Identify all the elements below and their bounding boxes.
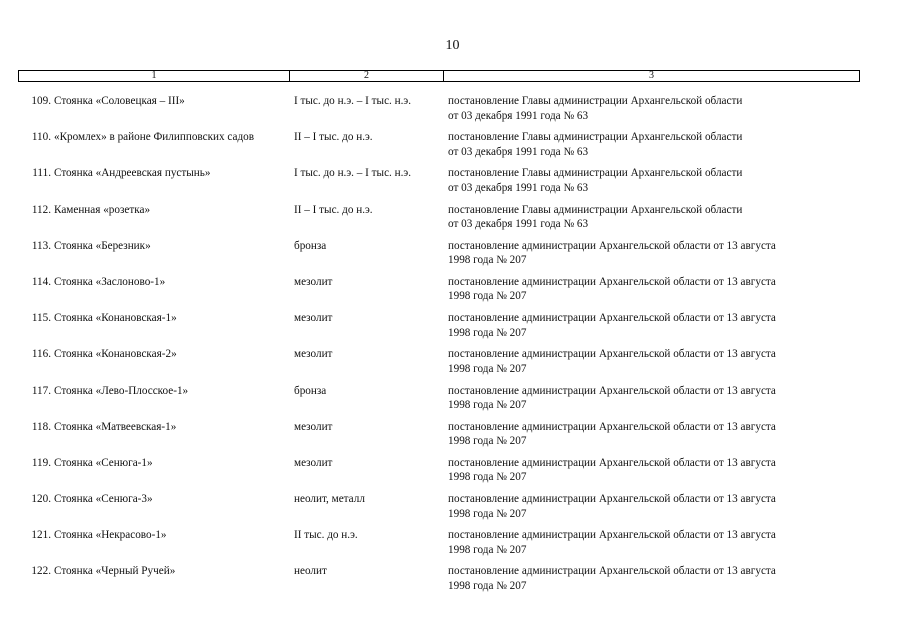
monument-name: Каменная «розетка»: [54, 203, 151, 216]
row-number: 109.: [31, 95, 51, 107]
legal-document: [448, 384, 860, 420]
monument-cell: [18, 492, 294, 528]
row-number: 119.: [31, 456, 51, 469]
row-number: 115.: [31, 312, 51, 325]
period: бронза: [294, 239, 327, 252]
row-number: 114.: [31, 275, 51, 288]
table-row: [18, 166, 860, 202]
legal-document-line-2: 1998 года № 207: [448, 435, 527, 448]
monument-name: Стоянка «Матвеевская-1»: [54, 420, 177, 433]
monument-name: Стоянка «Конановская-1»: [54, 312, 177, 325]
column-header-table: [18, 70, 860, 82]
legal-document: [448, 166, 860, 202]
monument-cell: [18, 528, 294, 564]
monument-name: Стоянка «Конановская-2»: [54, 348, 177, 361]
legal-document-line-2: 1998 года № 207: [448, 362, 527, 375]
monument-cell: [18, 564, 294, 600]
monument-name: Стоянка «Андреевская пустынь»: [54, 167, 211, 180]
legal-document-line-2: от 03 декабря 1991 года № 63: [448, 181, 589, 194]
table-row: [18, 420, 860, 456]
legal-document-line-2: 1998 года № 207: [448, 254, 527, 267]
monument-name: Стоянка «Заслоново-1»: [54, 275, 166, 288]
legal-document-line-2: 1998 года № 207: [448, 399, 527, 411]
legal-document: [448, 492, 860, 528]
legal-document-line-1: постановление администрации Архангельской области от 13 августа: [448, 565, 776, 578]
legal-document-line-1: постановление администрации Архангельской области от 13 августа: [448, 239, 776, 252]
table-row: [18, 528, 860, 564]
table-row: [18, 492, 860, 528]
monument-cell: [18, 166, 294, 202]
monument-cell: [18, 94, 294, 130]
period: II – I тыс. до н.э.: [294, 203, 373, 216]
legal-document-line-2: 1998 года № 207: [448, 290, 527, 303]
table-row: [18, 384, 860, 420]
monument-cell: [18, 384, 294, 420]
legal-document-line-1: постановление администрации Архангельской области от 13 августа: [448, 384, 776, 397]
monument-name: Стоянка «Черный Ручей»: [54, 565, 176, 578]
row-number: 117.: [31, 384, 51, 397]
legal-document-line-1: постановление Главы администрации Архангельской области: [448, 167, 743, 180]
monument-cell: [18, 420, 294, 456]
table-row: [18, 456, 860, 492]
row-number: 116.: [31, 348, 51, 361]
row-number: 118.: [31, 420, 51, 433]
monument-cell: [18, 275, 294, 311]
legal-document-line-2: 1998 года № 207: [448, 471, 527, 484]
period: мезолит: [294, 312, 333, 325]
period: мезолит: [294, 456, 333, 469]
legal-document-line-2: 1998 года № 207: [448, 326, 527, 339]
table-row: [18, 311, 860, 347]
legal-document: [448, 275, 860, 311]
monument-cell: [18, 239, 294, 275]
monument-name: Стоянка «Сенюга-1»: [54, 456, 153, 469]
row-number: 113.: [31, 239, 51, 252]
table-row: [18, 94, 860, 130]
legal-document: [448, 347, 860, 383]
legal-document-line-1: постановление Главы администрации Архангельской области: [448, 95, 743, 107]
row-number: 112.: [31, 203, 51, 216]
legal-document: [448, 564, 860, 600]
legal-document-line-1: постановление администрации Архангельской области от 13 августа: [448, 456, 776, 469]
monument-cell: [18, 456, 294, 492]
monument-name: Стоянка «Соловецкая – III»: [54, 95, 185, 107]
monument-cell: [18, 311, 294, 347]
monument-cell: [18, 130, 294, 166]
table-row: [18, 239, 860, 275]
legal-document-line-2: от 03 декабря 1991 года № 63: [448, 218, 589, 231]
period: неолит, металл: [294, 493, 365, 506]
legal-document: [448, 311, 860, 347]
period: мезолит: [294, 348, 333, 361]
legal-document-line-1: постановление администрации Архангельской области от 13 августа: [448, 275, 776, 288]
legal-document: [448, 94, 860, 130]
row-number: 120.: [31, 493, 51, 506]
period: бронза: [294, 384, 327, 397]
table-row: [18, 130, 860, 166]
legal-document: [448, 239, 860, 275]
row-number: 122.: [31, 565, 51, 578]
period: II – I тыс. до н.э.: [294, 131, 373, 144]
legal-document-line-2: 1998 года № 207: [448, 507, 527, 520]
monument-name: «Кромлех» в районе Филипповских садов: [54, 131, 255, 144]
column-header-3: 3: [444, 71, 860, 82]
legal-document: [448, 203, 860, 239]
row-number: 111.: [32, 167, 51, 180]
period: I тыс. до н.э. – I тыс. н.э.: [294, 95, 412, 107]
monument-name: Стоянка «Лево-Плосское-1»: [54, 384, 189, 397]
legal-document-line-1: постановление администрации Архангельской области от 13 августа: [448, 420, 776, 433]
legal-document-line-1: постановление Главы администрации Архангельской области: [448, 203, 743, 216]
monument-cell: [18, 347, 294, 383]
legal-document: [448, 456, 860, 492]
page-number: 10: [445, 38, 460, 53]
table-row: [18, 275, 860, 311]
legal-document: [448, 420, 860, 456]
table-row: [18, 203, 860, 239]
legal-document: [448, 528, 860, 564]
column-header-1: 1: [19, 71, 290, 82]
monument-name: Стоянка «Некрасово-1»: [54, 529, 167, 542]
monument-name: Стоянка «Березник»: [54, 239, 151, 252]
row-number: 110.: [31, 131, 51, 144]
period: I тыс. до н.э. – I тыс. н.э.: [294, 167, 412, 180]
period: мезолит: [294, 420, 333, 433]
monument-cell: [18, 203, 294, 239]
monument-name: Стоянка «Сенюга-3»: [54, 493, 153, 506]
period: мезолит: [294, 275, 333, 288]
period: II тыс. до н.э.: [294, 529, 358, 542]
legal-document: [448, 130, 860, 166]
legal-document-line-1: постановление администрации Архангельской области от 13 августа: [448, 493, 776, 506]
period: неолит: [294, 565, 327, 578]
legal-document-line-2: от 03 декабря 1991 года № 63: [448, 145, 589, 158]
legal-document-line-2: 1998 года № 207: [448, 579, 527, 592]
table-row: [18, 564, 860, 600]
legal-document-line-2: 1998 года № 207: [448, 543, 527, 556]
legal-document-line-1: постановление Главы администрации Архангельской области: [448, 131, 743, 144]
row-number: 121.: [31, 529, 51, 542]
table-row: [18, 347, 860, 383]
legal-document-line-1: постановление администрации Архангельской области от 13 августа: [448, 529, 776, 542]
column-header-2: 2: [290, 71, 444, 82]
monument-list: [18, 94, 860, 601]
legal-document-line-2: от 03 декабря 1991 года № 63: [448, 109, 589, 122]
legal-document-line-1: постановление администрации Архангельской области от 13 августа: [448, 312, 776, 325]
legal-document-line-1: постановление администрации Архангельской области от 13 августа: [448, 348, 776, 361]
